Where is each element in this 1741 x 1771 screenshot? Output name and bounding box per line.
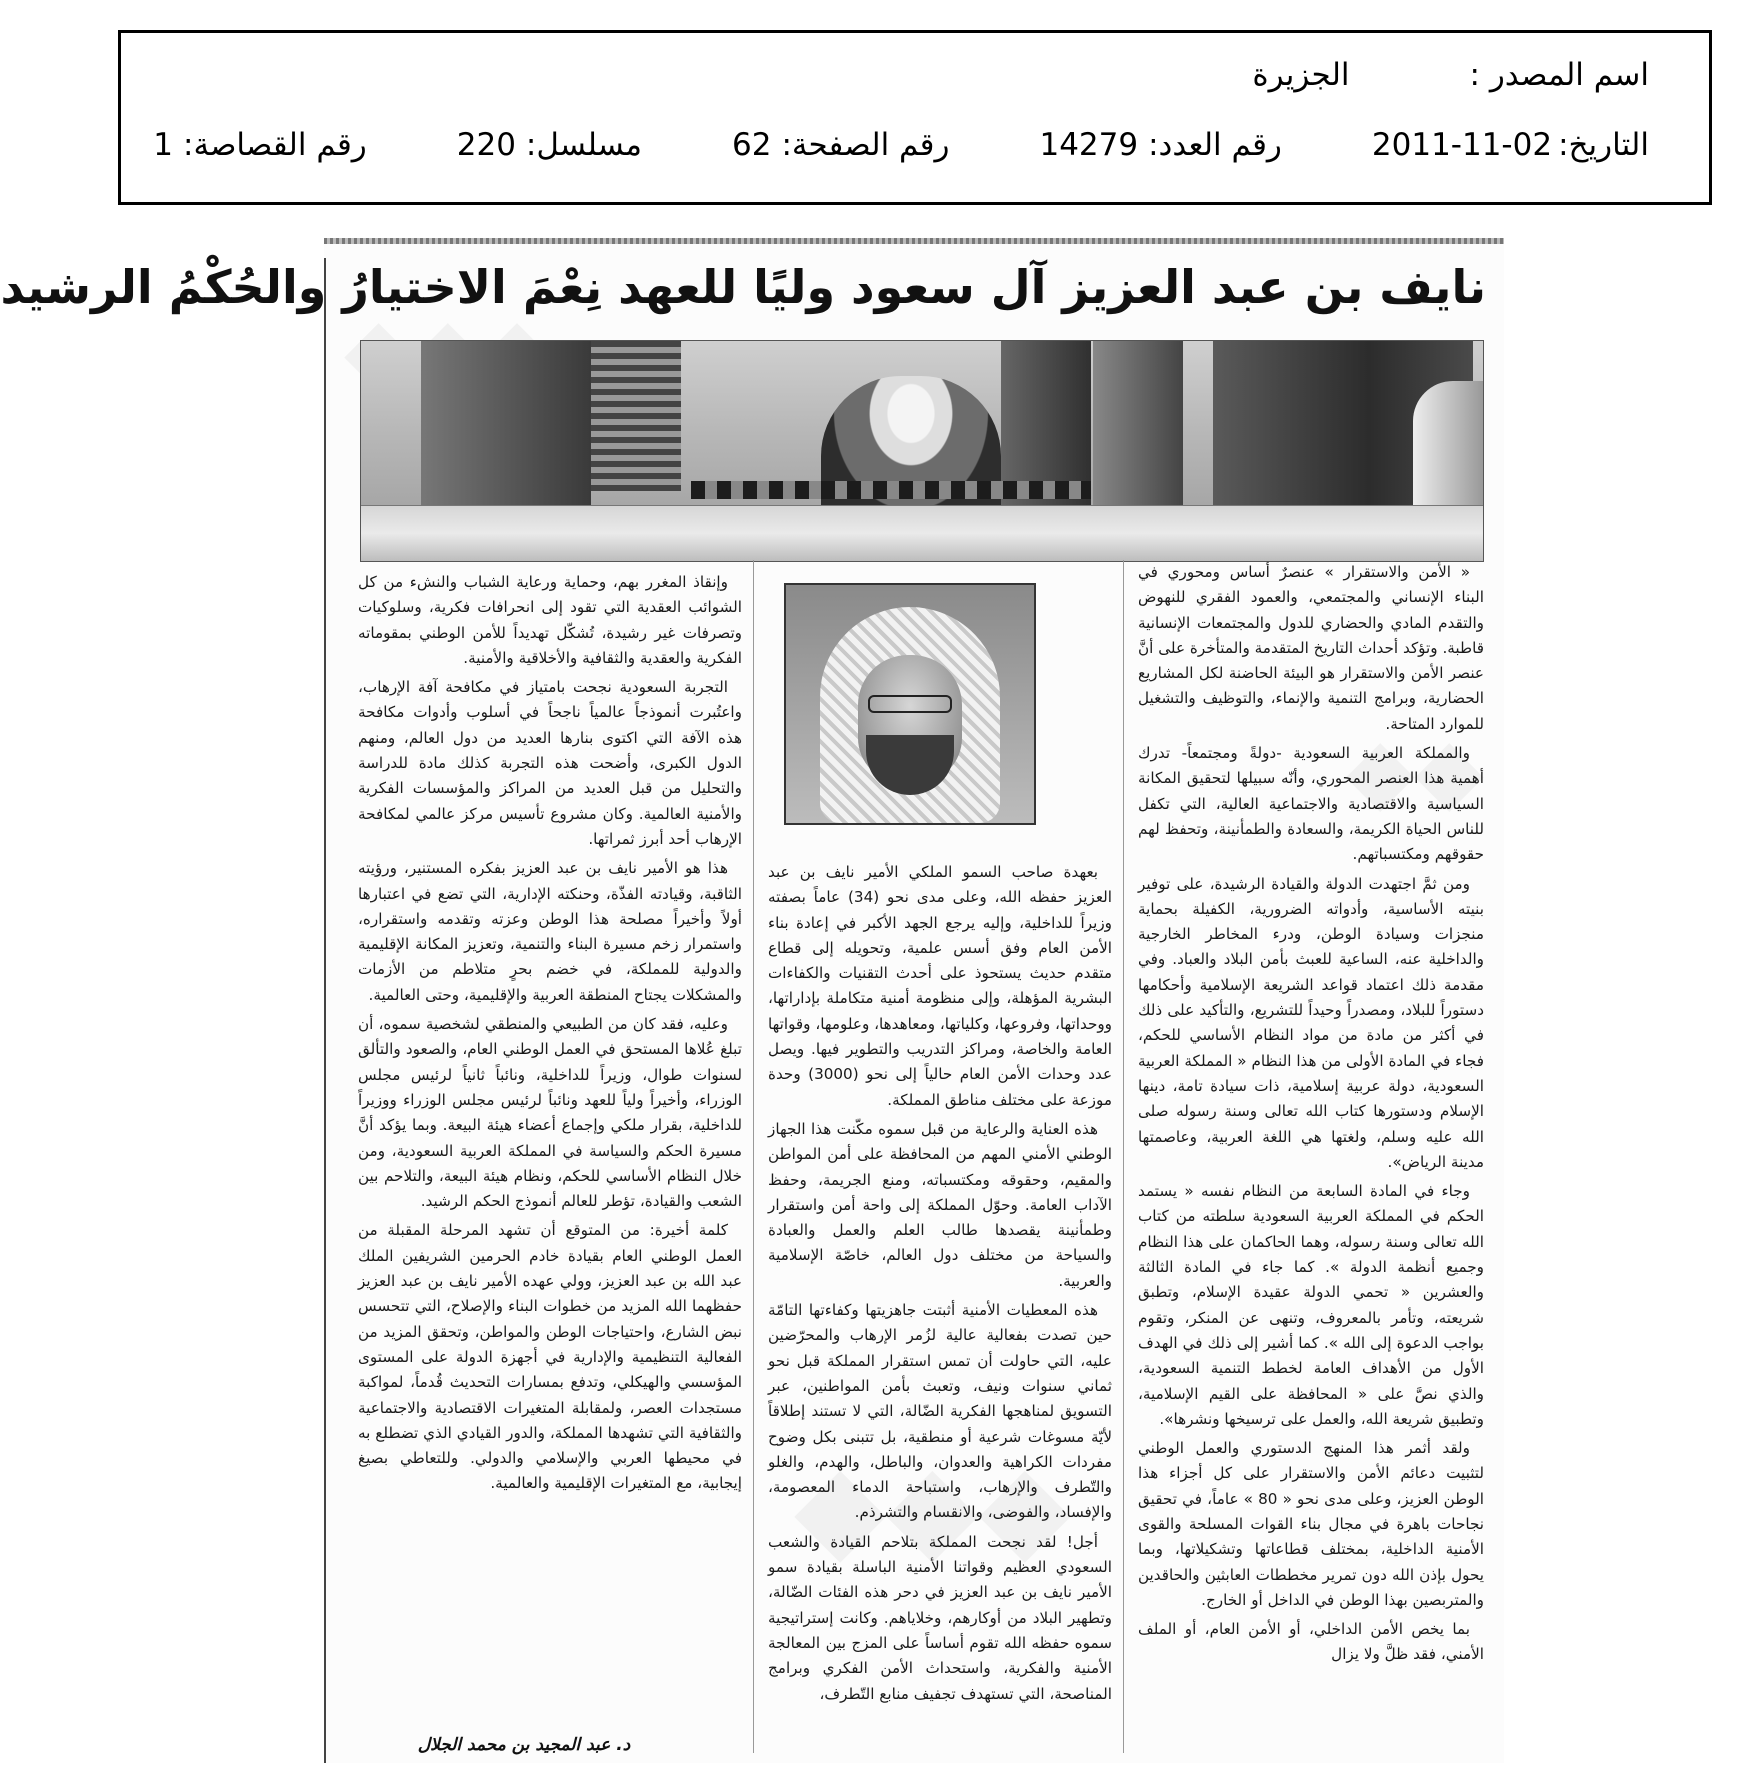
column-divider	[753, 560, 754, 1753]
clip-top-edge	[324, 238, 1504, 244]
photo-table	[361, 505, 1483, 561]
source-row	[1252, 57, 1649, 93]
serial-value: 220	[456, 127, 516, 163]
clipping-metadata-box	[118, 30, 1712, 205]
paragraph: والمملكة العربية السعودية -دولةً ومجتمعاً- تدرك أهمية هذا العنصر المحوري، وأنّه سبيلها لتحقيق المكانة السياسية والاقتصادية والاجتماعية العالية، التي تكفل للناس الحياة الكريمة، والسعادة والطمأنينة، وتحفظ لهم حقوقهم ومكتسباتهم.	[1138, 744, 1484, 864]
date-value: 2011-11-02	[1371, 127, 1553, 163]
source-value: الجزيرة	[1252, 57, 1350, 93]
clip-left-edge	[324, 258, 326, 1763]
author-byline: د. عبد المجيد بن محمد الجلال	[417, 1735, 631, 1755]
paragraph: التجربة السعودية نجحت بامتياز في مكافحة آفة الإرهاب، واعتُبرت أنموذجاً عالمياً ناجحاً في أسلوب وأدوات مكافحة هذه الآفة التي اكتوى بنارها العديد من دول العالم، ومنهم الدول الكبرى، وأضحت هذه التجربة كذلك مادة للدراسة والتحليل من قبل العديد من المراكز والمؤسسات الفكرية والأمنية العالمية. وكان مشروع تأسيس مركز عالمي لمكافحة الإرهاب أحد أبرز ثمراتها.	[358, 678, 742, 848]
photo-flag-striped	[591, 341, 681, 491]
serial-label: مسلسل:	[525, 127, 643, 163]
article-column-left	[358, 570, 742, 1501]
photo-microphones	[691, 481, 1091, 499]
newspaper-clipping	[0, 238, 1504, 1763]
photo-flag	[1093, 341, 1183, 511]
paragraph: كلمة أخيرة: من المتوقع أن تشهد المرحلة المقبلة من العمل الوطني العام بقيادة خادم الحرمين الشريفين الملك عبد الله بن عبد العزيز، وولي عهده الأمير نايف بن عبد العزيز حفظهما الله المزيد من خطوات البناء والإصلاح، التي تتحسس نبض الشارع، واحتياجات الوطن والمواطن، وتحقق المزيد من الفعالية التنظيمية والإدارية في أجهزة الدولة على المستوى المؤسسي والهيكلي، وتدفع بمسارات التحديث قُدماً، لمواكبة مستجدات العصر، ولمقابلة المتغيرات الاقتصادية والاجتماعية والثقافية التي تشهدها المملكة، والدور القيادي الذي تضطلع به في محيطها العربي والإسلامي والدولي. وللتعاطي بصيغ إيجابية، مع المتغيرات الإقليمية والعالمية.	[358, 1221, 742, 1493]
source-label: اسم المصدر :	[1469, 57, 1649, 93]
paragraph: هذه المعطيات الأمنية أثبتت جاهزيتها وكفاءتها التامّة حين تصدت بفعالية عالية لزُمر الإرهاب والمحرّضين عليه، التي حاولت أن تمس استقرار المملكة قبل نحو ثماني سنوات ونيف، وتعبث بأمن المواطنين، عبر التسويق لمناهجها الفكرية الضّالة، التي لا تستند إطلاقاً لأيّة مسوغات شرعية أو منطقية، بل تتبنى بكل وضوح مفردات الكراهية والعدوان، والباطل، والهدم، والغلو والتّطرف والإرهاب، واستباحة الدماء المعصومة، والإفساد، والفوضى، والانقسام والتشرذم.	[768, 1301, 1112, 1522]
issue-label: رقم العدد:	[1148, 127, 1282, 163]
date-label: التاريخ:	[1558, 127, 1649, 163]
page-value: 62	[732, 127, 772, 163]
paragraph: وإنقاذ المغرر بهم، وحماية ورعاية الشباب والنشء من كل الشوائب العقدية التي تقود إلى انحرافات فكرية، وسلوكيات وتصرفات غير رشيدة، تُشكّل تهديداً للأمن الوطني بمقوماته الفكرية والعقدية والثقافية والأخلاقية والأمنية.	[358, 573, 742, 667]
paragraph: هذه العناية والرعاية من قبل سموه مكّنت هذا الجهاز الوطني الأمني المهم من المحافظة على أمن المواطن والمقيم، وحقوقه ومكتسباته، ومنع الجريمة، وحفظ الآداب العامة. وحوّل المملكة إلى واحة أمن واستقرار وطمأنينة يقصدها طالب العلم والعمل والعبادة والسياحة من مختلف دول العالم، خاصّة الإسلامية والعربية.	[768, 1119, 1112, 1290]
details-row	[153, 127, 1649, 163]
paragraph: وعليه، فقد كان من الطبيعي والمنطقي لشخصية سموه، أن تبلغ عُلاها المستحق في العمل الوطني العام، والصعود والتألق لسنوات طوال، وزيراً للداخلية، ونائباً ثانياً لرئيس مجلس الوزراء، وأخيراً ولياً للعهد ونائباً لرئيس مجلس الوزراء ووزيراً للداخلية، بقرار ملكي وإجماع أعضاء هيئة البيعة. وبما يؤكد أنَّ مسيرة الحكم والسياسة في المملكة العربية السعودية، ومن خلال النظام الأساسي للحكم، ونظام هيئة البيعة، والتلاحم بين الشعب والقيادة، تؤطر للعالم أنموذج الحكم الرشيد.	[358, 1015, 742, 1211]
article-column-middle	[768, 860, 1112, 1711]
clip-number-value: 1	[153, 127, 174, 163]
author-portrait	[784, 583, 1036, 825]
paragraph: « الأمن والاستقرار » عنصرٌ أساس ومحوري في البناء الإنساني والمجتمعي، والعمود الفقري للنهوض والتقدم المادي والحضاري للدول والمجتمعات الإنسانية قاطبة. وتؤكد أحداث التاريخ المتقدمة والمتأخرة على أنَّ عنصر الأمن والاستقرار هو البيئة الحاضنة لكل المشاريع الحضارية، وبرامج التنمية والإنماء، والتوظيف والتشغيل للموارد المتاحة.	[1138, 563, 1484, 733]
paragraph: أجل! لقد نجحت المملكة بتلاحم القيادة والشعب السعودي العظيم وقواتنا الأمنية الباسلة بقيادة سمو الأمير نايف بن عبد العزيز في دحر هذه الفئات الضّالة، وتطهير البلاد من أوكارهم، وخلاياهم. وكانت إستراتيجية سموه حفظه الله تقوم أساساً على المزج بين المعالجة الأمنية والفكرية، واستحداث الأمن الفكري وبرامج المناصحة، التي تستهدف تجفيف منابع التّطرف،	[768, 1532, 1112, 1703]
issue-value: 14279	[1039, 127, 1139, 163]
photo-flag	[421, 341, 591, 511]
portrait-glasses	[868, 695, 952, 713]
article-headline: نايف بن عبد العزيز آل سعود وليًا للعهد نِعْمَ الاختيارُ والحُكْمُ الرشيد	[0, 260, 1486, 314]
article-column-right	[1138, 560, 1484, 1672]
clip-number-label: رقم القصاصة:	[183, 127, 367, 163]
photo-side-person	[1413, 381, 1483, 521]
page-label: رقم الصفحة:	[781, 127, 950, 163]
paragraph: ومن ثمَّ اجتهدت الدولة والقيادة الرشيدة، على توفير بنيته الأساسية، وأدواته الضرورية، الكفيلة بحماية منجزات وسيادة الوطن، ودرء المخاطر الخارجية والداخلية عنه، الساعية للعبث بأمن البلاد والعباد. وفي مقدمة ذلك اعتماد قواعد الشريعة الإسلامية وأحكامها دستوراً للبلاد، ومصدراً وحيداً للتشريع، والتأكيد على ذلك في أكثر من مادة من مواد النظام الأساسي للحكم، فجاء في المادة الأولى من هذا النظام « المملكة العربية السعودية، دولة عربية إسلامية، ذات سيادة تامة، دينها الإسلام ودستورها كتاب الله تعالى وسنة رسوله صلى الله عليه وسلم، ولغتها هي اللغة العربية، وعاصمتها مدينة الرياض».	[1138, 874, 1484, 1171]
paragraph: بعهدة صاحب السمو الملكي الأمير نايف بن عبد العزيز حفظه الله، وعلى مدى نحو (34) عاماً بصفته وزيراً للداخلية، وإليه يرجع الجهد الأكبر في إعادة بناء الأمن العام وفق أسس علمية، وتحويله إلى قطاع متقدم حديث يستحوذ على أحدث التقنيات والكفاءات البشرية المؤهلة، وإلى منظومة أمنية متكاملة بإداراتها، ووحداتها، وفروعها، وكلياتها، ومعاهدها، وعلومها، وقواتها العامة والخاصة، ومراكز التدريب والتطوير فيها. ويصل عدد وحدات الأمن العام حالياً إلى نحو (3000) وحدة موزعة على مختلف مناطق المملكة.	[768, 863, 1113, 1109]
paragraph: ولقد أثمر هذا المنهج الدستوري والعمل الوطني لتثبيت دعائم الأمن والاستقرار على كل أجزاء هذا الوطن العزيز، وعلى مدى نحو « 80 » عاماً، في تحقيق نجاحات باهرة في مجال بناء القوات المسلحة والقوى الأمنية الداخلية، بمختلف قطاعاتها وتشكيلاتها، وبما يحول بإذن الله دون تمرير مخططات العابثين والحاقدين والمتربصين بهذا الوطن في الداخل أو الخارج.	[1138, 1439, 1484, 1609]
paragraph: وجاء في المادة السابعة من النظام نفسه « يستمد الحكم في المملكة العربية السعودية سلطته من كتاب الله تعالى وسنة رسوله، وهما الحاكمان على هذا النظام وجميع أنظمة الدولة ». كما جاء في المادة الثالثة والعشرين « تحمي الدولة عقيدة الإسلام، وتطبق شريعته، وتأمر بالمعروف، وتنهى عن المنكر، وتقوم بواجب الدعوة إلى الله ». كما أشير إلى ذلك في الهدف الأول من الأهداف العامة لخطط التنمية السعودية، والذي نصَّ على « المحافظة على القيم الإسلامية، وتطبيق شريعة الله، والعمل على ترسيخها ونشرها».	[1138, 1182, 1484, 1428]
column-divider	[1123, 560, 1124, 1753]
photo-speaker	[821, 376, 1001, 526]
paragraph: هذا هو الأمير نايف بن عبد العزيز بفكره المستنير، ورؤيته الثاقبة، وقيادته الفذّة، وحنكته الإدارية، التي تضع في اعتبارها أولاً وأخيراً مصلحة هذا الوطن وعزته وتقدمه واستقراره، واستمرار زخم مسيرة البناء والتنمية، وتعزيز المكانة الإقليمية والدولية للمملكة، في خضم بحرٍ متلاطم من الأزمات والمشكلات يجتاح المنطقة العربية والإقليمية، وحتى العالمية.	[358, 859, 742, 1004]
press-conference-photo	[360, 340, 1484, 562]
paragraph: بما يخص الأمن الداخلي، أو الأمن العام، أو الملف الأمني، فقد ظلَّ ولا يزال	[1138, 1620, 1484, 1664]
